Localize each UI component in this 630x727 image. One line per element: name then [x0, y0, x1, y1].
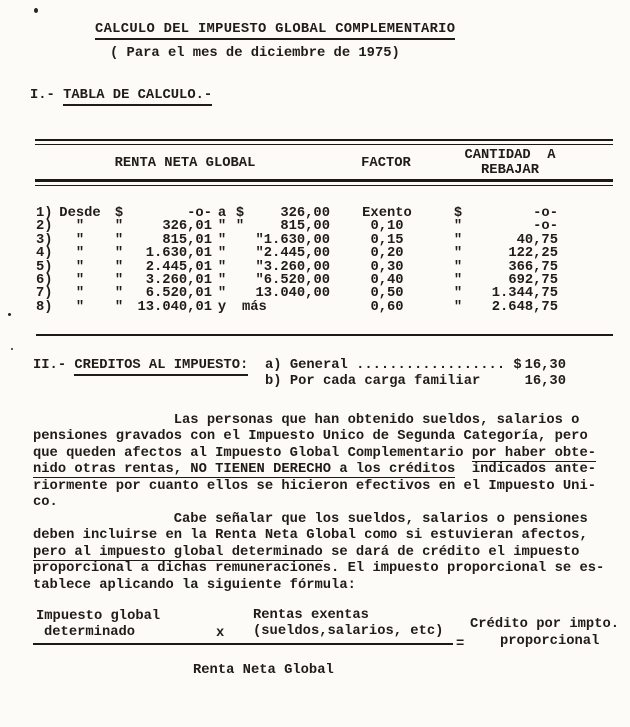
credit-general-value: 16,30	[524, 358, 566, 373]
underlined-text: por haber obte-	[471, 445, 597, 461]
paragraph-line	[33, 429, 596, 445]
scan-speck	[34, 8, 38, 13]
cell-factor: Exento	[362, 206, 412, 221]
body-text: deben incluirse en la Renta Neta Global como si estuvieran afectos,	[33, 528, 588, 544]
cell-rebajar: 1.344,75	[491, 286, 558, 302]
section-1-numeral: I.-	[30, 88, 55, 103]
table-top-rule-thick	[35, 139, 613, 141]
formula-multiply-operator: x	[216, 626, 225, 641]
section-2-title: CREDITOS AL IMPUESTO:	[74, 358, 248, 376]
cell-cur1: "	[114, 286, 124, 302]
cell-from: 3.260,01	[145, 272, 212, 288]
cell-num: 3)	[36, 232, 53, 248]
cell-rebajar: 366,75	[508, 259, 558, 275]
table-header-rebajar: REBAJAR	[481, 163, 539, 178]
paragraph-line	[33, 512, 604, 528]
cell-cur1: "	[114, 246, 124, 262]
formula-numerator-left-line1: Impuesto global	[36, 609, 161, 624]
cell-desde: Desde	[59, 206, 101, 221]
table-row	[0, 287, 630, 300]
cell-a: a	[217, 206, 227, 221]
cell-rebajar: -o-	[533, 206, 558, 221]
cell-a: "	[217, 246, 227, 262]
cell-cur1: "	[114, 259, 124, 275]
cell-desde: "	[75, 286, 85, 302]
scan-speck	[11, 348, 13, 350]
cell-cur2: "	[235, 219, 245, 235]
cell-to: 815,00	[280, 219, 330, 235]
cell-cur1: "	[114, 299, 124, 315]
cell-factor: 0,30	[370, 259, 404, 275]
body-text: Las personas que han obtenido sueldos, salarios o	[33, 413, 580, 428]
body-text: tablece aplicando la siguiente fórmula:	[33, 577, 356, 593]
cell-factor: 0,50	[370, 286, 404, 302]
formula-numerator-right-line1: Rentas exentas	[253, 608, 369, 623]
credit-general-label: a) General .................. $	[265, 358, 522, 373]
document-subtitle: ( Para el mes de diciembre de 1975)	[110, 46, 400, 61]
formula-result-line1: Crédito por impto.	[470, 617, 620, 632]
paragraph-line	[33, 462, 596, 478]
table-row	[0, 220, 630, 233]
paragraph-line	[33, 413, 596, 429]
table-row	[0, 247, 630, 260]
cell-rebajar: 122,25	[508, 246, 558, 262]
body-text: co.	[33, 494, 58, 510]
paragraph-2	[33, 512, 604, 594]
table-bottom-rule	[36, 334, 613, 336]
cell-cur1: "	[114, 272, 124, 288]
section-1-title: TABLA DE CALCULO.-	[63, 88, 212, 106]
table-row	[0, 207, 630, 220]
body-text: indicados ante-	[455, 462, 597, 478]
cell-from: 815,01	[162, 232, 212, 248]
cell-desde: "	[75, 232, 85, 248]
cell-a: y	[217, 299, 227, 315]
paragraph-line	[33, 495, 596, 511]
cell-from: 2.445,01	[145, 259, 212, 275]
cell-to: "3.260,00	[255, 259, 330, 275]
body-text: riormente por cuanto ellos se hicieron efectivos en el Impuesto Uni-	[33, 478, 597, 494]
cell-from: -o-	[187, 206, 212, 221]
formula-numerator-left-line2: determinado	[44, 625, 136, 640]
cell-to: "1.630,00	[255, 232, 330, 248]
tax-table-body	[0, 207, 630, 314]
section-1-heading	[30, 89, 212, 103]
cell-cur3: "	[453, 259, 463, 275]
body-text: que queden afectos al Impuesto Global Complementario	[33, 445, 472, 461]
cell-from: 326,01	[162, 219, 212, 235]
table-row	[0, 274, 630, 287]
body-text: proporcional a dichas remuneraciones. El impuesto proporcional se es-	[33, 561, 605, 577]
section-2-numeral: II.-	[33, 358, 67, 373]
paragraph-1	[33, 413, 596, 511]
cell-cur3: $	[453, 206, 463, 221]
cell-factor: 0,40	[370, 272, 404, 288]
cell-a: "	[217, 272, 227, 288]
table-top-rule-thin	[35, 144, 613, 145]
cell-num: 8)	[36, 299, 53, 315]
cell-num: 6)	[36, 272, 53, 288]
table-row	[0, 301, 630, 314]
body-text: Cabe señalar que los sueldos, salarios o pensiones	[33, 512, 588, 527]
cell-to: 13.040,00	[255, 286, 330, 302]
underlined-text: nido otras rentas, NO TIENEN DERECHO a los créditos	[33, 462, 456, 478]
credit-carga-familiar-label: b) Por cada carga familiar	[265, 374, 481, 389]
formula-numerator-right-line2: (sueldos,salarios, etc)	[253, 624, 444, 639]
formula-denominator: Renta Neta Global	[193, 663, 334, 678]
cell-cur3: "	[453, 219, 463, 235]
section-2-heading	[33, 359, 248, 373]
cell-num: 4)	[36, 246, 53, 262]
cell-a: "	[217, 259, 227, 275]
table-header-factor: FACTOR	[361, 156, 411, 171]
cell-rebajar: -o-	[533, 219, 558, 235]
cell-a: "	[217, 219, 227, 235]
cell-desde: "	[75, 259, 85, 275]
cell-cur3: "	[453, 286, 463, 302]
cell-from: 1.630,01	[145, 246, 212, 262]
cell-factor: 0,15	[370, 232, 404, 248]
table-header-rule-thick	[35, 179, 613, 182]
paragraph-line	[33, 528, 604, 544]
cell-from: 13.040,01	[137, 299, 212, 315]
cell-a: "	[217, 232, 227, 248]
cell-desde: "	[75, 299, 85, 315]
cell-to: más	[242, 299, 267, 315]
cell-from: 6.520,01	[145, 286, 212, 302]
table-row	[0, 261, 630, 274]
cell-rebajar: 2.648,75	[491, 299, 558, 315]
cell-desde: "	[75, 272, 85, 288]
paragraph-line	[33, 479, 596, 495]
cell-desde: "	[75, 219, 85, 235]
cell-rebajar: 40,75	[516, 232, 558, 248]
document-title	[95, 23, 455, 37]
table-header-rule-thin	[35, 185, 613, 186]
cell-cur1: $	[114, 206, 124, 221]
body-text: se dará de crédito el impuesto	[322, 544, 580, 560]
cell-desde: "	[75, 246, 85, 262]
formula-fraction-bar	[33, 643, 453, 645]
spacer	[55, 88, 63, 103]
cell-cur3: "	[453, 299, 463, 315]
cell-to: "6.520,00	[255, 272, 330, 288]
table-header-cantidad-a: CANTIDAD A	[464, 148, 556, 163]
cell-num: 7)	[36, 286, 53, 302]
cell-num: 2)	[36, 219, 53, 235]
underlined-text: pero al impuesto global determinado	[33, 544, 323, 560]
cell-num: 1)	[36, 206, 53, 221]
cell-cur1: "	[114, 219, 124, 235]
document-title-text: CALCULO DEL IMPUESTO GLOBAL COMPLEMENTARIO	[95, 22, 455, 40]
body-text: pensiones gravados con el Impuesto Unico de Segunda Categoría, pero	[33, 429, 588, 445]
cell-factor: 0,60	[370, 299, 404, 315]
table-header-renta-neta-global: RENTA NETA GLOBAL	[114, 156, 256, 171]
cell-to: "2.445,00	[255, 246, 330, 262]
formula-result-line2: proporcional	[500, 634, 600, 649]
credit-carga-familiar-value: 16,30	[524, 374, 566, 389]
paragraph-line	[33, 446, 596, 462]
cell-cur3: "	[453, 246, 463, 262]
cell-cur3: "	[453, 272, 463, 288]
cell-factor: 0,20	[370, 246, 404, 262]
cell-cur1: "	[114, 232, 124, 248]
cell-rebajar: 692,75	[508, 272, 558, 288]
paragraph-line	[33, 578, 604, 594]
cell-cur2: $	[235, 206, 245, 221]
cell-a: "	[217, 286, 227, 302]
paragraph-line	[33, 545, 604, 561]
formula-equals-sign: =	[456, 637, 465, 652]
cell-cur3: "	[453, 232, 463, 248]
cell-num: 5)	[36, 259, 53, 275]
cell-factor: 0,10	[370, 219, 404, 235]
cell-to: 326,00	[280, 206, 330, 221]
paragraph-line	[33, 561, 604, 577]
